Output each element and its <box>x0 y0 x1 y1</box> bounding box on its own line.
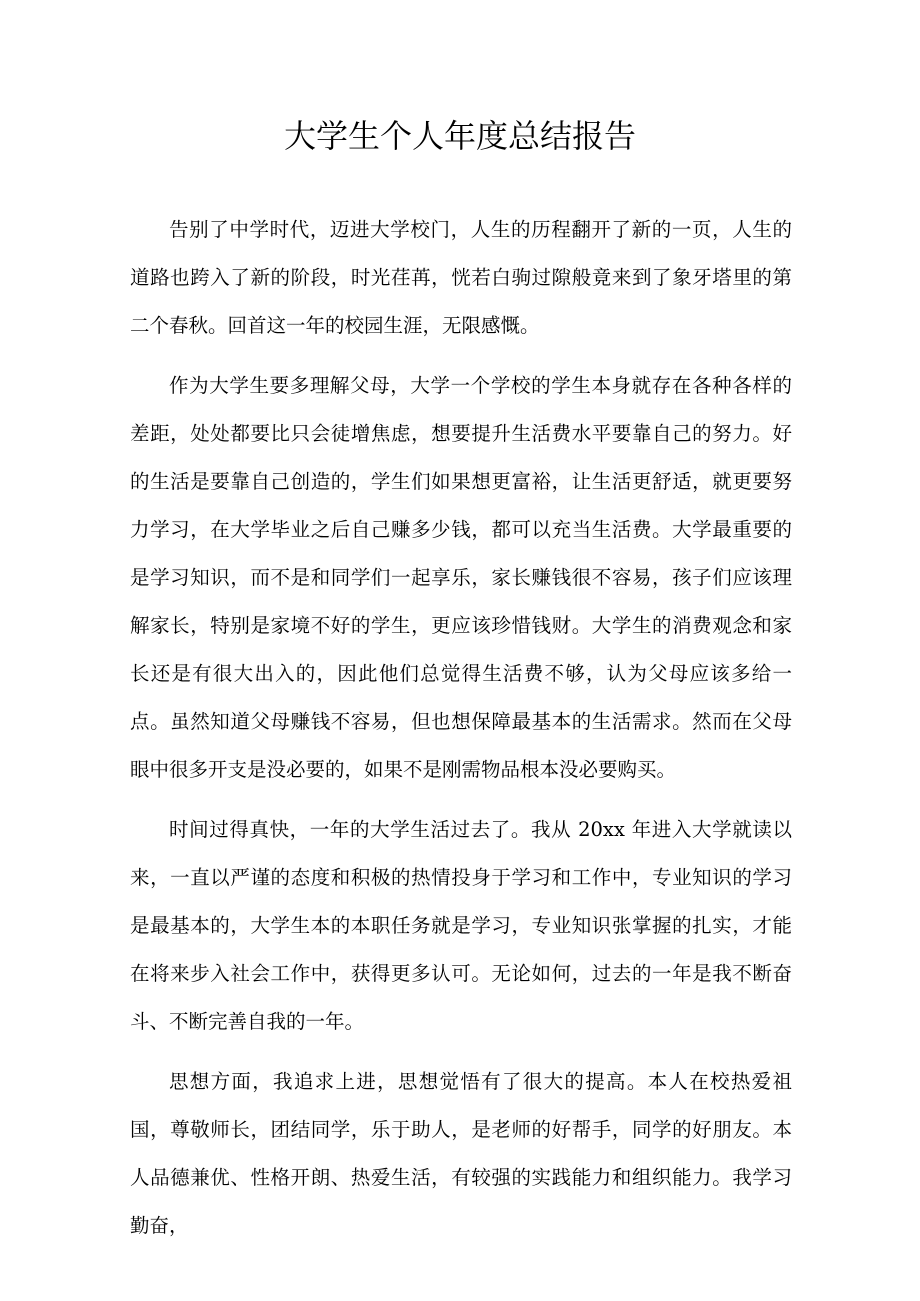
paragraph-2: 作为大学生要多理解父母，大学一个学校的学生本身就存在各种各样的差距，处处都要比只会徒增焦虑，想要提升生活费水平要靠自己的努力。好的生活是要靠自己创造的，学生们如果想更富裕，让生活更舒适，就更要努力学习，在大学毕业之后自己赚多少钱，都可以充当生活费。大学最重要的是学习知识，而不是和同学们一起享乐，家长赚钱很不容易，孩子们应该理解家长，特别是家境不好的学生，更应该珍惜钱财。大学生的消费观念和家长还是有很大出入的，因此他们总觉得生活费不够，认为父母应该多给一点。虽然知道父母赚钱不容易，但也想保障最基本的生活需求。然而在父母眼中很多开支是没必要的，如果不是刚需物品根本没必要购买。 <box>130 374 792 781</box>
paragraph-3: 时间过得真快，一年的大学生活过去了。我从 20xx 年进入大学就读以来，一直以严谨的态度和积极的热情投身于学习和工作中，专业知识的学习是最基本的，大学生本的本职任务就是学习，专业知识张掌握的扎实，才能在将来步入社会工作中，获得更多认可。无论如何，过去的一年是我不断奋斗、不断完善自我的一年。 <box>130 818 792 1033</box>
document-body <box>130 206 792 1262</box>
paragraph-4: 思想方面，我追求上进，思想觉悟有了很大的提高。本人在校热爱祖国，尊敬师长，团结同学，乐于助人，是老师的好帮手，同学的好朋友。本人品德兼优、性格开朗、热爱生活，有较强的实践能力和组织能力。我学习勤奋， <box>130 1070 792 1237</box>
paragraph-1: 告别了中学时代，迈进大学校门，人生的历程翻开了新的一页，人生的道路也跨入了新的阶段，时光荏苒，恍若白驹过隙般竟来到了象牙塔里的第二个春秋。回首这一年的校园生涯，无限感慨。 <box>130 218 792 337</box>
document-title: 大学生个人年度总结报告 <box>283 117 636 155</box>
